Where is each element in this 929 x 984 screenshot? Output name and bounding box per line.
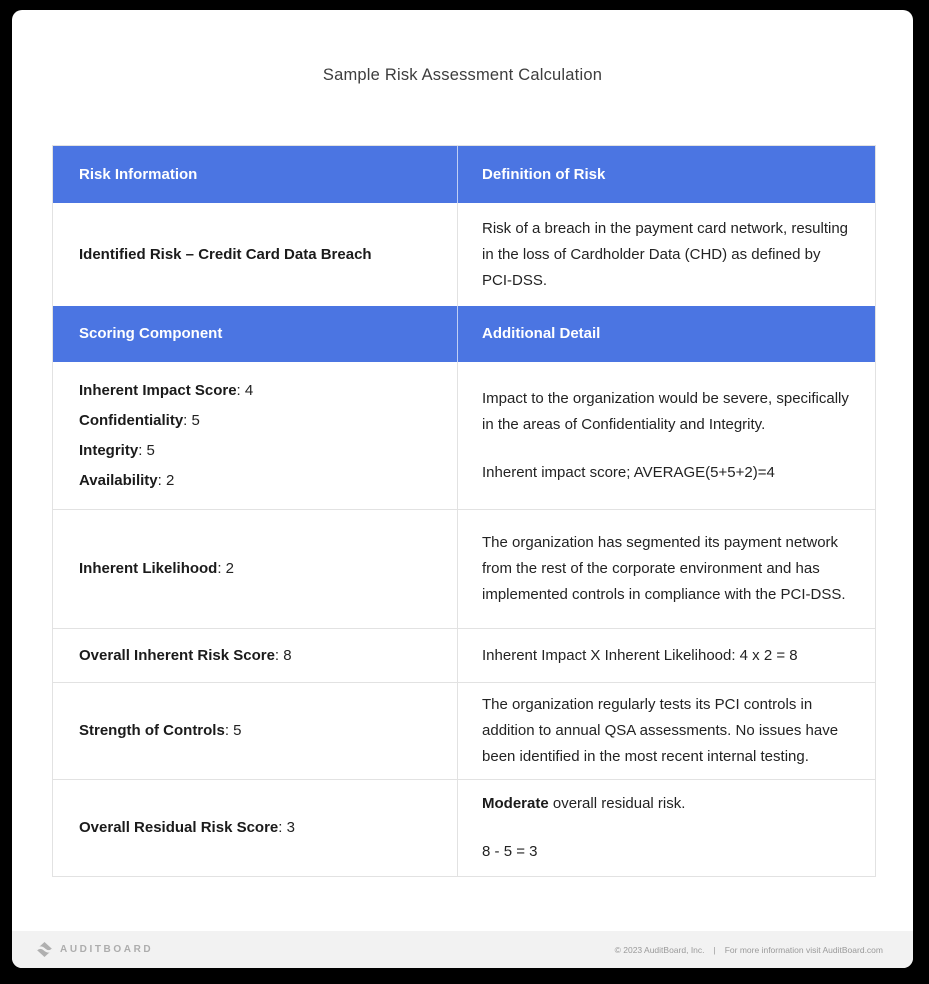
cell-strength-detail: [457, 683, 875, 779]
table-row-strength-of-controls: [53, 682, 875, 779]
residual-detail-text: [482, 791, 851, 817]
cell-likelihood-detail: [457, 510, 875, 628]
cell-overall-inherent-detail: [457, 629, 875, 682]
score-value: : 5: [224, 722, 242, 739]
header-label: Scoring Component: [79, 325, 223, 342]
score-value: : 3: [278, 819, 295, 836]
header-label: Definition of Risk: [482, 165, 606, 183]
footer-bar: [12, 931, 913, 968]
cell-residual-detail: [457, 780, 875, 876]
header-cell-risk-information: [53, 146, 457, 203]
risk-definition-text: Risk of a breach in the payment card network, resulting in the loss of Cardholder Data (CHD) as defined by PCI-DSS.: [482, 219, 849, 289]
cell-residual-score: [53, 780, 457, 876]
score-value: : 4: [236, 382, 254, 399]
score-line: [79, 383, 437, 398]
header-label: Additional Detail: [482, 325, 601, 342]
table-header-row-risk: [53, 146, 875, 203]
score-label: Availability: [79, 472, 158, 489]
impact-detail-text: Impact to the organization would be severe, specifically in the areas of Confidentiality and Integrity.: [482, 389, 849, 433]
auditboard-diamond-icon: [36, 942, 53, 957]
table-row-overall-residual-risk: [53, 779, 875, 876]
risk-assessment-table: [52, 145, 876, 877]
cell-overall-inherent-score: [53, 629, 457, 682]
table-row-inherent-impact: [53, 362, 875, 509]
score-value: : 8: [274, 646, 292, 664]
score-line: [79, 473, 437, 488]
score-label: Inherent Likelihood: [79, 560, 218, 577]
likelihood-detail-text: The organization has segmented its payment network from the rest of the corporate environment and has implemented controls in compliance with the PCI-DSS.: [482, 534, 846, 603]
copyright-text: © 2023 AuditBoard, Inc.: [614, 944, 705, 955]
score-value: : 2: [217, 560, 235, 577]
score-value: : 5: [183, 412, 200, 429]
residual-rating: Moderate: [482, 795, 549, 812]
cell-impact-scores: [53, 362, 457, 509]
header-label: Risk Information: [79, 165, 198, 183]
table-row-inherent-likelihood: [53, 509, 875, 628]
footer-info-text: For more information visit AuditBoard.com: [724, 944, 883, 955]
score-label: Confidentiality: [79, 412, 184, 429]
table-row-identified-risk: [53, 203, 875, 306]
table-row-overall-inherent-risk: [53, 628, 875, 682]
score-line: [79, 413, 437, 428]
score-line: [79, 443, 437, 458]
cell-identified-risk: [53, 203, 457, 306]
table-header-row-scoring: [53, 306, 875, 362]
residual-formula-text: 8 - 5 = 3: [482, 843, 538, 860]
header-cell-additional-detail: [457, 306, 875, 362]
auditboard-wordmark: AUDITBOARD: [60, 944, 154, 955]
cell-likelihood-score: [53, 510, 457, 628]
strength-detail-text: The organization regularly tests its PCI controls in addition to annual QSA assessments. No issues have been identified in the most recent internal testing.: [482, 696, 839, 765]
score-label: Strength of Controls: [79, 722, 225, 739]
score-label: Overall Residual Risk Score: [79, 819, 279, 836]
document-page: [12, 10, 913, 968]
residual-rating-rest: overall residual risk.: [548, 795, 686, 812]
page-title: Sample Risk Assessment Calculation: [322, 66, 603, 84]
score-value: : 2: [157, 472, 175, 489]
header-cell-scoring-component: [53, 306, 457, 362]
overall-inherent-formula-text: Inherent Impact X Inherent Likelihood: 4 x 2 = 8: [482, 646, 798, 664]
cell-impact-detail: [457, 362, 875, 509]
auditboard-logo: [36, 942, 153, 957]
cell-risk-definition: [457, 203, 875, 306]
score-label: Overall Inherent Risk Score: [79, 646, 275, 664]
footer-legal: [615, 945, 883, 955]
impact-formula-text: Inherent impact score; AVERAGE(5+5+2)=4: [482, 463, 775, 481]
score-label: Integrity: [79, 442, 139, 459]
score-value: : 5: [138, 442, 155, 459]
identified-risk-label: Identified Risk – Credit Card Data Breach: [79, 245, 372, 263]
footer-divider: |: [713, 944, 716, 955]
header-cell-definition-of-risk: [457, 146, 875, 203]
cell-strength-score: [53, 683, 457, 779]
score-label: Inherent Impact Score: [79, 382, 237, 399]
